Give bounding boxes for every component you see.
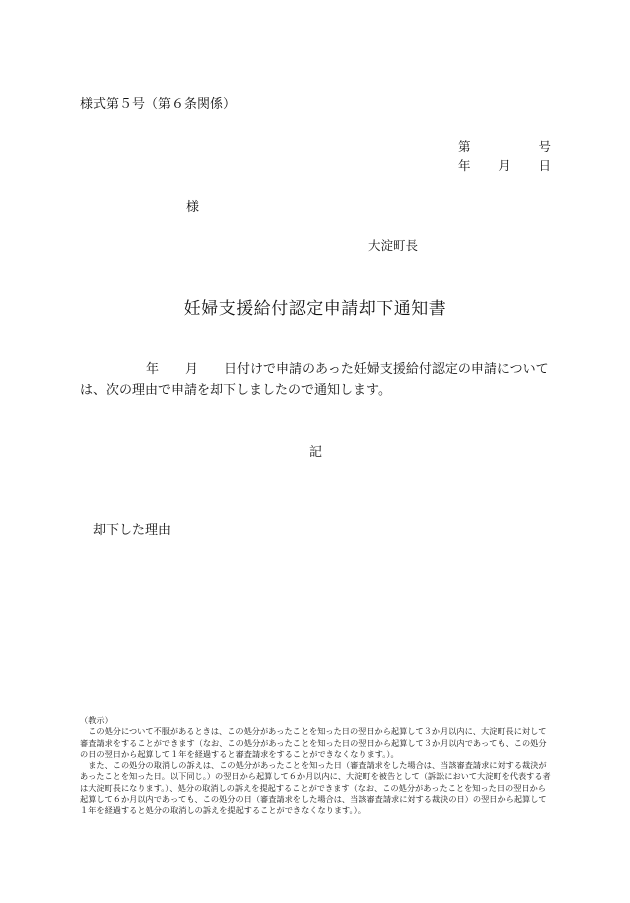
body-year: 年 xyxy=(146,362,160,377)
notice-body xyxy=(80,359,552,401)
reference-number xyxy=(458,137,551,155)
appeal-notice-heading: （教示） xyxy=(80,715,113,725)
addressee-suffix: 様 xyxy=(186,200,200,215)
reference-day: 日 xyxy=(538,158,551,173)
reference-number-prefix: 第 xyxy=(458,139,471,154)
reference-month: 月 xyxy=(498,158,511,173)
reference-date xyxy=(458,156,551,174)
body-text: 日付けで申請のあった妊婦支援給付認定の申請については、次の理由で申請を却下しましたので通知します。 xyxy=(80,362,549,398)
appeal-notice-paragraph-2: また、この処分の取消しの訴えは、この処分があったことを知った日（審査請求をした場合は、当該審査請求に対する裁決があったことを知った日。以下同じ。）の翌日から起算して６か月以内に、大淀町を被告として（訴訟において大淀町を代表する者は大淀町長になります。）、処分の取消しの訴えを提起することができます（なお、この処分があったことを知った日の翌日から起算して６か月以内であっても、この処分の日（審査請求をした場合は、当該審査請求に対する裁決の日）の翌日から起算して１年を経過すると処分の取消しの訴えを提起することができなくなります。）。 xyxy=(80,760,551,816)
appeal-notice-paragraph-1: この処分について不服があるときは、この処分があったことを知った日の翌日から起算して３か月以内に、大淀町長に対して審査請求をすることができます（なお、この処分があったことを知った日の翌日から起算して３か月以内であっても、この処分の日の翌日から起算して１年を経過すると審査請求をすることができなくなります。）。 xyxy=(80,726,547,759)
appeal-notice xyxy=(80,715,552,817)
body-month: 月 xyxy=(185,362,199,377)
reference-year: 年 xyxy=(458,158,471,173)
document-title: 妊婦支援給付認定申請却下通知書 xyxy=(183,299,447,319)
ki-marker: 記 xyxy=(309,445,323,460)
reference-number-suffix: 号 xyxy=(538,139,551,154)
form-number: 様式第５号（第６条関係） xyxy=(80,97,237,112)
issuer-name: 大淀町長 xyxy=(368,238,419,253)
reason-label: 却下した理由 xyxy=(93,523,172,538)
